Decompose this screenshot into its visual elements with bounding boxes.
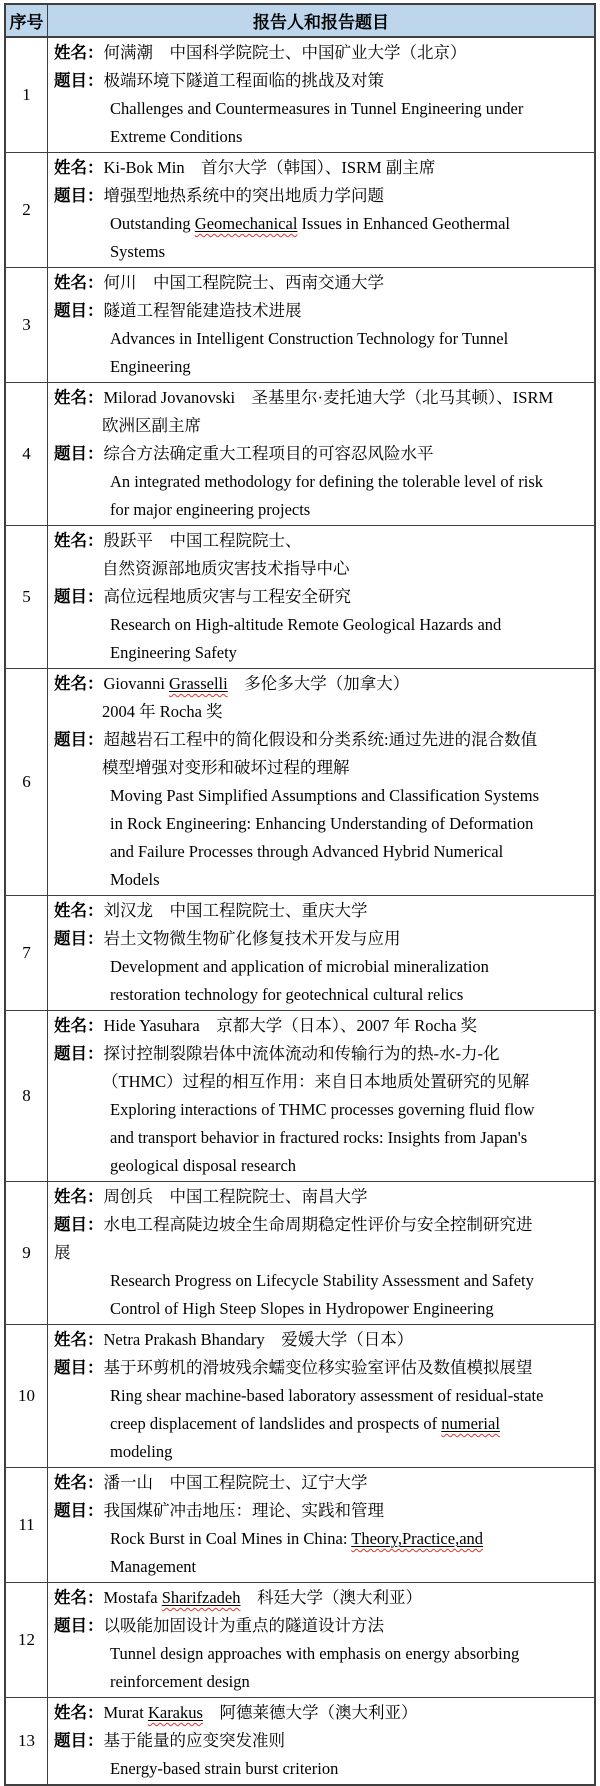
report-line: 姓名：殷跃平 中国工程院院士、 — [54, 531, 302, 550]
spellcheck-flagged-word — [195, 214, 298, 233]
spellcheck-flagged-word — [169, 674, 228, 693]
report-line: 模型增强对变形和破坏过程的理解 — [102, 758, 350, 777]
report-line: 姓名：何满潮 中国科学院院士、中国矿业大学（北京） — [54, 43, 467, 62]
report-line: geological disposal research — [110, 1156, 297, 1175]
name-label: 姓名： — [54, 388, 104, 407]
title-label: 题目： — [54, 1044, 104, 1063]
report-table-body — [5, 37, 595, 1785]
report-line: 题目：超越岩石工程中的简化假设和分类系统:通过先进的混合数值 — [54, 730, 538, 749]
report-line: reinforcement design — [110, 1672, 250, 1691]
report-line: 姓名：Mostafa Sharifzadeh 科廷大学（澳大利亚） — [54, 1588, 422, 1607]
title-label: 题目： — [54, 1731, 104, 1750]
row-number: 6 — [5, 669, 48, 896]
report-line: An integrated methodology for defining the tolerable level of risk — [110, 472, 543, 491]
report-line: 题目：水电工程高陡边坡全生命周期稳定性评价与安全控制研究进 — [54, 1215, 533, 1234]
report-line: Moving Past Simplified Assumptions and Classification Systems — [110, 786, 540, 805]
name-label: 姓名： — [54, 1703, 104, 1722]
report-line: and Failure Processes through Advanced Hybrid Numerical — [110, 842, 504, 861]
report-line: in Rock Engineering: Enhancing Understanding of Deformation — [110, 814, 534, 833]
row-number: 7 — [5, 896, 48, 1011]
table-row — [5, 268, 595, 383]
title-label: 题目： — [54, 301, 104, 320]
table-row — [5, 669, 595, 896]
title-label: 题目： — [54, 1616, 104, 1635]
report-line: Challenges and Countermeasures in Tunnel Engineering under — [110, 99, 524, 118]
name-label: 姓名： — [54, 158, 104, 177]
name-label: 姓名： — [54, 273, 104, 292]
name-label: 姓名： — [54, 531, 104, 550]
report-line: for major engineering projects — [110, 500, 311, 519]
report-line: 题目：隧道工程智能建造技术进展 — [54, 301, 302, 320]
table-row — [5, 37, 595, 153]
title-label: 题目： — [54, 1501, 104, 1520]
title-label: 题目： — [54, 730, 104, 749]
report-line: Energy-based strain burst criterion — [110, 1759, 339, 1778]
name-label: 姓名： — [54, 1187, 104, 1206]
name-label: 姓名： — [54, 1330, 104, 1349]
title-label: 题目： — [54, 1358, 104, 1377]
underlined-text: numerial — [441, 1414, 500, 1433]
row-content — [48, 153, 596, 268]
table-row — [5, 1583, 595, 1698]
report-line: 姓名：何川 中国工程院院士、西南交通大学 — [54, 273, 384, 292]
report-line: 姓名：Hide Yasuhara 京都大学（日本）、2007 年 Rocha 奖 — [54, 1016, 478, 1035]
report-line: 自然资源部地质灾害技术指导中心 — [102, 559, 350, 578]
report-line: Exploring interactions of THMC processes governing fluid flow — [110, 1100, 535, 1119]
table-row — [5, 1182, 595, 1325]
underlined-text: Theory,Practice,and — [351, 1529, 484, 1548]
report-table-header — [5, 4, 595, 37]
report-line: 题目：以吸能加固设计为重点的隧道设计方法 — [54, 1616, 384, 1635]
row-number: 9 — [5, 1182, 48, 1325]
report-line: 题目：基于能量的应变突发准则 — [54, 1731, 285, 1750]
report-line: restoration technology for geotechnical cultural relics — [110, 985, 464, 1004]
table-row — [5, 1011, 595, 1182]
report-line: 姓名：Giovanni Grasselli 多伦多大学（加拿大） — [54, 674, 410, 693]
row-number: 2 — [5, 153, 48, 268]
name-label: 姓名： — [54, 674, 104, 693]
report-line: 题目：综合方法确定重大工程项目的可容忍风险水平 — [54, 444, 434, 463]
report-line: 题目：我国煤矿冲击地压：理论、实践和管理 — [54, 1501, 384, 1520]
row-content — [48, 1468, 596, 1583]
row-content — [48, 1698, 596, 1786]
row-number: 11 — [5, 1468, 48, 1583]
report-line: 姓名：Milorad Jovanovski 圣基里尔·麦托迪大学（北马其顿）、ISRM — [54, 388, 554, 407]
report-line: 姓名：刘汉龙 中国工程院院士、重庆大学 — [54, 901, 368, 920]
report-line: creep displacement of landslides and prospects of numerial — [110, 1414, 500, 1433]
report-line: Engineering Safety — [110, 643, 237, 662]
underlined-text: Sharifzadeh — [161, 1588, 241, 1607]
table-row — [5, 1468, 595, 1583]
spellcheck-flagged-word — [351, 1529, 483, 1548]
report-line: Research on High-altitude Remote Geological Hazards and — [110, 615, 502, 634]
report-line: Control of High Steep Slopes in Hydropower Engineering — [110, 1299, 494, 1318]
report-line: Engineering — [110, 357, 191, 376]
spellcheck-flagged-word — [148, 1703, 203, 1722]
row-content — [48, 383, 596, 526]
name-label: 姓名： — [54, 1588, 104, 1607]
row-content — [48, 526, 596, 669]
table-row — [5, 526, 595, 669]
title-label: 题目： — [54, 186, 104, 205]
table-row — [5, 896, 595, 1011]
title-label: 题目： — [54, 1215, 104, 1234]
report-line: 题目：高位远程地质灾害与工程安全研究 — [54, 587, 351, 606]
underlined-text: Karakus — [147, 1703, 203, 1722]
row-number: 3 — [5, 268, 48, 383]
row-number: 13 — [5, 1698, 48, 1786]
report-line: Outstanding Geomechanical Issues in Enhanced Geothermal — [110, 214, 511, 233]
report-line: 欧洲区副主席 — [102, 416, 201, 435]
name-label: 姓名： — [54, 1016, 104, 1035]
report-line: 题目：增强型地热系统中的突出地质力学问题 — [54, 186, 384, 205]
title-label: 题目： — [54, 587, 104, 606]
row-content — [48, 37, 596, 153]
spellcheck-flagged-word — [441, 1414, 500, 1433]
header-cell-speaker-title: 报告人和报告题目 — [48, 4, 596, 37]
row-number: 8 — [5, 1011, 48, 1182]
name-label: 姓名： — [54, 43, 104, 62]
report-line: 姓名：潘一山 中国工程院院士、辽宁大学 — [54, 1473, 368, 1492]
row-content — [48, 1583, 596, 1698]
report-line: 题目：岩土文物微生物矿化修复技术开发与应用 — [54, 929, 401, 948]
row-number: 5 — [5, 526, 48, 669]
report-line: Development and application of microbial mineralization — [110, 957, 489, 976]
row-content — [48, 1182, 596, 1325]
report-line: Systems — [110, 242, 166, 261]
header-row — [5, 4, 595, 37]
row-content — [48, 1011, 596, 1182]
report-line: 姓名：Ki-Bok Min 首尔大学（韩国）、ISRM 副主席 — [54, 158, 436, 177]
report-line: 展 — [54, 1243, 71, 1262]
report-line: Advances in Intelligent Construction Technology for Tunnel — [110, 329, 509, 348]
row-content — [48, 669, 596, 896]
report-line: 2004 年 Rocha 奖 — [102, 702, 223, 721]
report-line: and transport behavior in fractured rocks: Insights from Japan's — [110, 1128, 528, 1147]
row-content — [48, 268, 596, 383]
name-label: 姓名： — [54, 901, 104, 920]
report-table — [4, 3, 596, 1786]
report-line: Extreme Conditions — [110, 127, 243, 146]
report-line: Management — [110, 1557, 197, 1576]
name-label: 姓名： — [54, 1473, 104, 1492]
row-number: 12 — [5, 1583, 48, 1698]
underlined-text: Geomechanical — [194, 214, 298, 233]
report-line: 姓名：Netra Prakash Bhandary 爱媛大学（日本） — [54, 1330, 414, 1349]
row-number: 4 — [5, 383, 48, 526]
document-page — [4, 3, 596, 1786]
title-label: 题目： — [54, 929, 104, 948]
report-line: Rock Burst in Coal Mines in China: Theory,Practice,and — [110, 1529, 484, 1548]
report-line: 题目：探讨控制裂隙岩体中流体流动和传输行为的热-水-力-化 — [54, 1044, 500, 1063]
table-row — [5, 1698, 595, 1786]
table-row — [5, 153, 595, 268]
report-line: 姓名：Murat Karakus 阿德莱德大学（澳大利亚） — [54, 1703, 418, 1722]
header-cell-number: 序号 — [5, 4, 48, 37]
title-label: 题目： — [54, 444, 104, 463]
report-line: modeling — [110, 1442, 173, 1461]
table-row — [5, 383, 595, 526]
report-line: Tunnel design approaches with emphasis on energy absorbing — [110, 1644, 520, 1663]
report-line: （THMC）过程的相互作用：来自日本地质处置研究的见解 — [102, 1072, 530, 1091]
report-line: Research Progress on Lifecycle Stability Assessment and Safety — [110, 1271, 534, 1290]
report-line: 姓名：周创兵 中国工程院院士、南昌大学 — [54, 1187, 368, 1206]
underlined-text: Grasselli — [169, 674, 228, 693]
report-line: Models — [110, 870, 160, 889]
table-row — [5, 1325, 595, 1468]
row-number: 1 — [5, 37, 48, 153]
title-label: 题目： — [54, 71, 104, 90]
report-line: Ring shear machine-based laboratory assessment of residual-state — [110, 1386, 544, 1405]
report-line: 题目：基于环剪机的滑坡残余蠕变位移实验室评估及数值模拟展望 — [54, 1358, 533, 1377]
row-content — [48, 1325, 596, 1468]
report-line: 题目：极端环境下隧道工程面临的挑战及对策 — [54, 71, 384, 90]
row-content — [48, 896, 596, 1011]
spellcheck-flagged-word — [162, 1588, 241, 1607]
row-number: 10 — [5, 1325, 48, 1468]
